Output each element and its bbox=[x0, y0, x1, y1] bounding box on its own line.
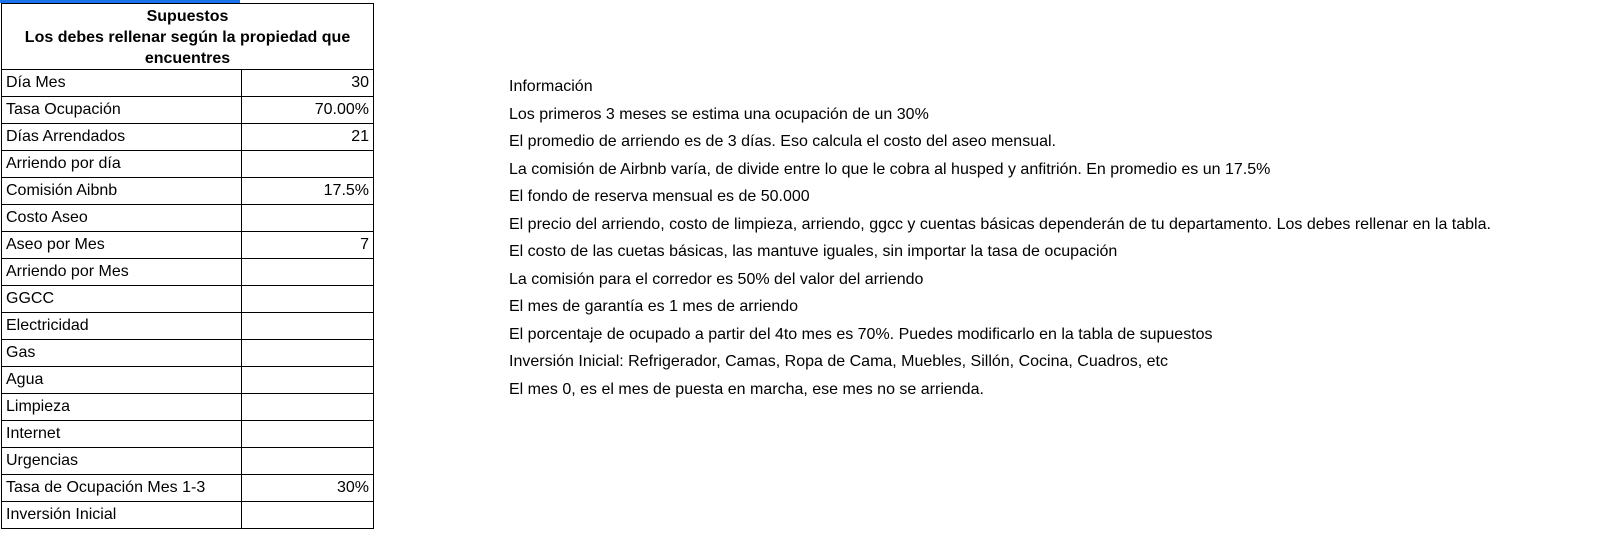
row-label-cell[interactable]: Día Mes bbox=[2, 70, 242, 97]
row-label-cell[interactable]: Limpieza bbox=[2, 394, 242, 421]
table-row bbox=[2, 475, 374, 502]
row-label-cell[interactable]: Electricidad bbox=[2, 313, 242, 340]
row-value-cell[interactable] bbox=[242, 502, 374, 529]
table-row bbox=[2, 232, 374, 259]
table-row bbox=[2, 421, 374, 448]
table-row bbox=[2, 313, 374, 340]
table-row bbox=[2, 448, 374, 475]
supuestos-title-cell[interactable]: Supuestos Los debes rellenar según la propiedad que encuentres bbox=[2, 4, 374, 70]
info-line[interactable]: La comisión de Airbnb varía, de divide entre lo que le cobra al husped y anfitrión. En promedio es un 17.5% bbox=[509, 160, 1271, 178]
row-label-cell[interactable]: Urgencias bbox=[2, 448, 242, 475]
info-line[interactable]: El mes 0, es el mes de puesta en marcha, ese mes no se arrienda. bbox=[509, 380, 984, 398]
table-row bbox=[2, 124, 374, 151]
row-label-cell[interactable]: Costo Aseo bbox=[2, 205, 242, 232]
row-value-cell[interactable] bbox=[242, 151, 374, 178]
row-label-cell[interactable]: Aseo por Mes bbox=[2, 232, 242, 259]
table-row bbox=[2, 367, 374, 394]
row-label-cell[interactable]: GGCC bbox=[2, 286, 242, 313]
info-line[interactable]: El mes de garantía es 1 mes de arriendo bbox=[509, 298, 799, 315]
table-row bbox=[2, 340, 374, 367]
table-row bbox=[2, 151, 374, 178]
info-line[interactable]: Inversión Inicial: Refrigerador, Camas, Ropa de Cama, Muebles, Sillón, Cocina, Cuadros, etc bbox=[509, 353, 1168, 370]
table-row bbox=[2, 502, 374, 529]
info-line[interactable]: El fondo de reserva mensual es de 50.000 bbox=[509, 188, 810, 205]
informacion-block bbox=[509, 73, 1597, 403]
row-value-cell[interactable] bbox=[242, 421, 374, 448]
row-value-cell[interactable] bbox=[242, 286, 374, 313]
table-row bbox=[2, 205, 374, 232]
row-value-cell[interactable]: 70.00% bbox=[242, 97, 374, 124]
row-value-cell[interactable] bbox=[242, 448, 374, 475]
row-value-cell[interactable]: 30 bbox=[242, 70, 374, 97]
row-label-cell[interactable]: Agua bbox=[2, 367, 242, 394]
row-label-cell[interactable]: Tasa Ocupación bbox=[2, 97, 242, 124]
table-row bbox=[2, 178, 374, 205]
row-value-cell[interactable] bbox=[242, 367, 374, 394]
supuestos-table bbox=[1, 3, 374, 529]
table-row bbox=[2, 394, 374, 421]
row-value-cell[interactable] bbox=[242, 259, 374, 286]
row-label-cell[interactable]: Arriendo por Mes bbox=[2, 259, 242, 286]
row-label-cell[interactable]: Días Arrendados bbox=[2, 124, 242, 151]
info-line[interactable]: El porcentaje de ocupado a partir del 4to mes es 70%. Puedes modificarlo en la tabla de supuestos bbox=[509, 325, 1213, 343]
row-value-cell[interactable] bbox=[242, 340, 374, 367]
row-value-cell[interactable] bbox=[242, 394, 374, 421]
table-row bbox=[2, 97, 374, 124]
row-value-cell[interactable]: 30% bbox=[242, 475, 374, 502]
table-row bbox=[2, 286, 374, 313]
info-line[interactable]: La comisión para el corredor es 50% del valor del arriendo bbox=[509, 270, 924, 288]
row-value-cell[interactable]: 7 bbox=[242, 232, 374, 259]
row-value-cell[interactable]: 21 bbox=[242, 124, 374, 151]
info-line[interactable]: Los primeros 3 meses se estima una ocupación de un 30% bbox=[509, 105, 929, 123]
row-label-cell[interactable]: Gas bbox=[2, 340, 242, 367]
info-line[interactable]: El costo de las cuetas básicas, las mantuve iguales, sin importar la tasa de ocupación bbox=[509, 243, 1118, 260]
supuestos-header-row bbox=[2, 4, 374, 70]
row-label-cell[interactable]: Comisión Aibnb bbox=[2, 178, 242, 205]
table-row bbox=[2, 259, 374, 286]
row-label-cell[interactable]: Internet bbox=[2, 421, 242, 448]
row-value-cell[interactable] bbox=[242, 313, 374, 340]
row-value-cell[interactable] bbox=[242, 205, 374, 232]
info-line[interactable]: El precio del arriendo, costo de limpieza, arriendo, ggcc y cuentas básicas dependerán de tu departamento. Los debes rellenar en la tabla. bbox=[509, 215, 1491, 233]
row-value-cell[interactable]: 17.5% bbox=[242, 178, 374, 205]
row-label-cell[interactable]: Tasa de Ocupación Mes 1-3 bbox=[2, 475, 242, 502]
row-label-cell[interactable]: Inversión Inicial bbox=[2, 502, 242, 529]
table-row bbox=[2, 70, 374, 97]
informacion-heading[interactable]: Información bbox=[509, 78, 593, 95]
row-label-cell[interactable]: Arriendo por día bbox=[2, 151, 242, 178]
info-line[interactable]: El promedio de arriendo es de 3 días. Eso calcula el costo del aseo mensual. bbox=[509, 133, 1056, 150]
